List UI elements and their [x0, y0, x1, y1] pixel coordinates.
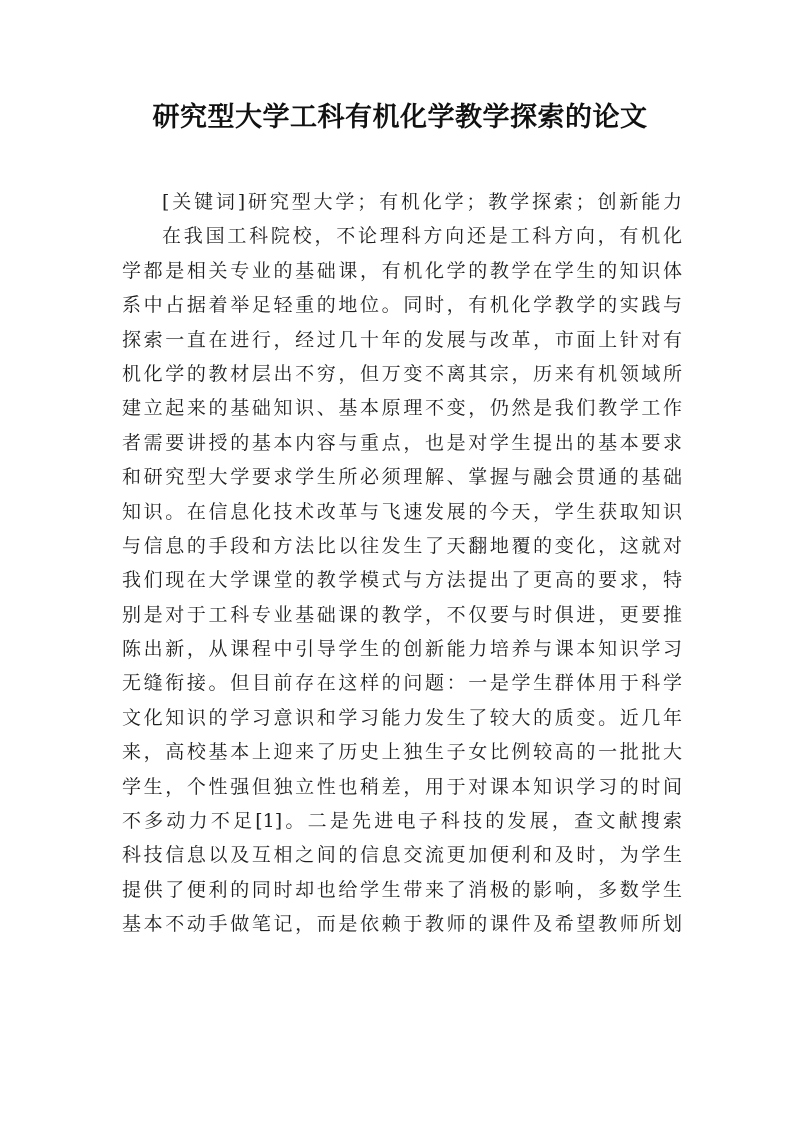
paragraph-line: 文化知识的学习意识和学习能力发生了较大的质变。近几年: [122, 706, 682, 729]
paragraph-line: 我们现在大学课堂的教学模式与方法提出了更高的要求，特: [122, 569, 682, 592]
paragraph-line: 机化学的教材层出不穷，但万变不离其宗，历来有机领域所: [122, 362, 682, 385]
paragraph-line: 无缝衔接。但目前存在这样的问题：一是学生群体用于科学: [122, 672, 682, 695]
paragraph-line: 来，高校基本上迎来了历史上独生子女比例较高的一批批大: [122, 741, 682, 764]
paragraph-line: 提供了便利的同时却也给学生带来了消极的影响，多数学生: [122, 878, 682, 901]
paragraph-line: 不多动力不足[1]。二是先进电子科技的发展，查文献搜索: [122, 810, 682, 833]
paragraph-line: 建立起来的基础知识、基本原理不变，仍然是我们教学工作: [122, 397, 682, 420]
paragraph-line: 和研究型大学要求学生所必须理解、掌握与融会贯通的基础: [122, 466, 682, 489]
document-body: [122, 185, 682, 942]
document-title: 研究型大学工科有机化学教学探索的论文: [152, 102, 648, 133]
keywords-line: [关键词]研究型大学；有机化学；教学探索；创新能力: [162, 191, 682, 213]
paragraph-line: 陈出新，从课程中引导学生的创新能力培养与课本知识学习: [122, 638, 682, 661]
paragraph-line: 别是对于工科专业基础课的教学，不仅要与时俱进，更要推: [122, 603, 682, 626]
paragraph-line: 系中占据着举足轻重的地位。同时，有机化学教学的实践与: [122, 294, 682, 317]
paragraph-line: 探索一直在进行，经过几十年的发展与改革，市面上针对有: [122, 328, 682, 351]
paragraph-line: 与信息的手段和方法比以往发生了天翻地覆的变化，这就对: [122, 534, 682, 557]
paragraph-line: 学都是相关专业的基础课，有机化学的教学在学生的知识体: [122, 259, 682, 282]
paragraph-line: 在我国工科院校，不论理科方向还是工科方向，有机化: [162, 225, 682, 248]
paragraph-line: 基本不动手做笔记，而是依赖于教师的课件及希望教师所划: [122, 913, 682, 936]
paragraph-line: 科技信息以及互相之间的信息交流更加便利和及时，为学生: [122, 844, 682, 867]
paragraph-line: 者需要讲授的基本内容与重点，也是对学生提出的基本要求: [122, 431, 682, 454]
paragraph-line: 知识。在信息化技术改革与飞速发展的今天，学生获取知识: [122, 500, 682, 523]
paragraph-line: 学生，个性强但独立性也稍差，用于对课本知识学习的时间: [122, 775, 682, 798]
